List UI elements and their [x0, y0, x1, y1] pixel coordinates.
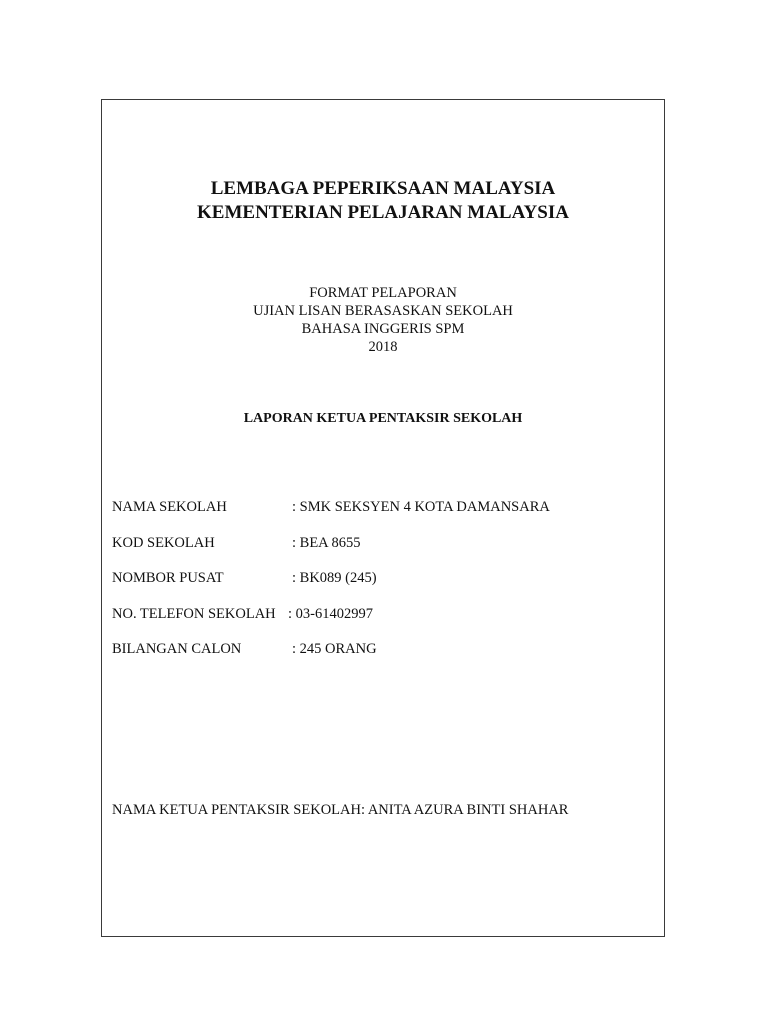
info-label: NAMA SEKOLAH	[112, 499, 227, 515]
chief-assessor-name: NAMA KETUA PENTAKSIR SEKOLAH: ANITA AZURA BINTI SHAHAR	[112, 802, 569, 818]
info-label: BILANGAN CALON	[112, 641, 242, 657]
info-label: NO. TELEFON SEKOLAH	[112, 605, 276, 622]
info-value: : 03-61402997	[288, 605, 373, 622]
info-label: NOMBOR PUSAT	[112, 570, 224, 586]
format-line-reporting: FORMAT PELAPORAN	[309, 285, 457, 301]
format-heading	[102, 284, 664, 356]
report-heading: LAPORAN KETUA PENTAKSIR SEKOLAH	[243, 411, 523, 426]
format-line-year: 2018	[368, 339, 398, 355]
info-label: KOD SEKOLAH	[112, 534, 215, 551]
title-line-exam-board: LEMBAGA PEPERIKSAAN MALAYSIA	[210, 178, 556, 199]
format-line-oral-test: UJIAN LISAN BERASASKAN SEKOLAH	[253, 303, 513, 319]
title-line-ministry: KEMENTERIAN PELAJARAN MALAYSIA	[197, 202, 569, 223]
document-frame	[101, 99, 665, 937]
info-value: : BEA 8655	[292, 534, 361, 551]
info-value: : SMK SEKSYEN 4 KOTA DAMANSARA	[292, 499, 550, 515]
document-title	[102, 177, 664, 225]
info-value: : 245 ORANG	[292, 641, 377, 657]
format-line-subject: BAHASA INGGERIS SPM	[301, 321, 465, 337]
info-value: : BK089 (245)	[292, 570, 377, 586]
